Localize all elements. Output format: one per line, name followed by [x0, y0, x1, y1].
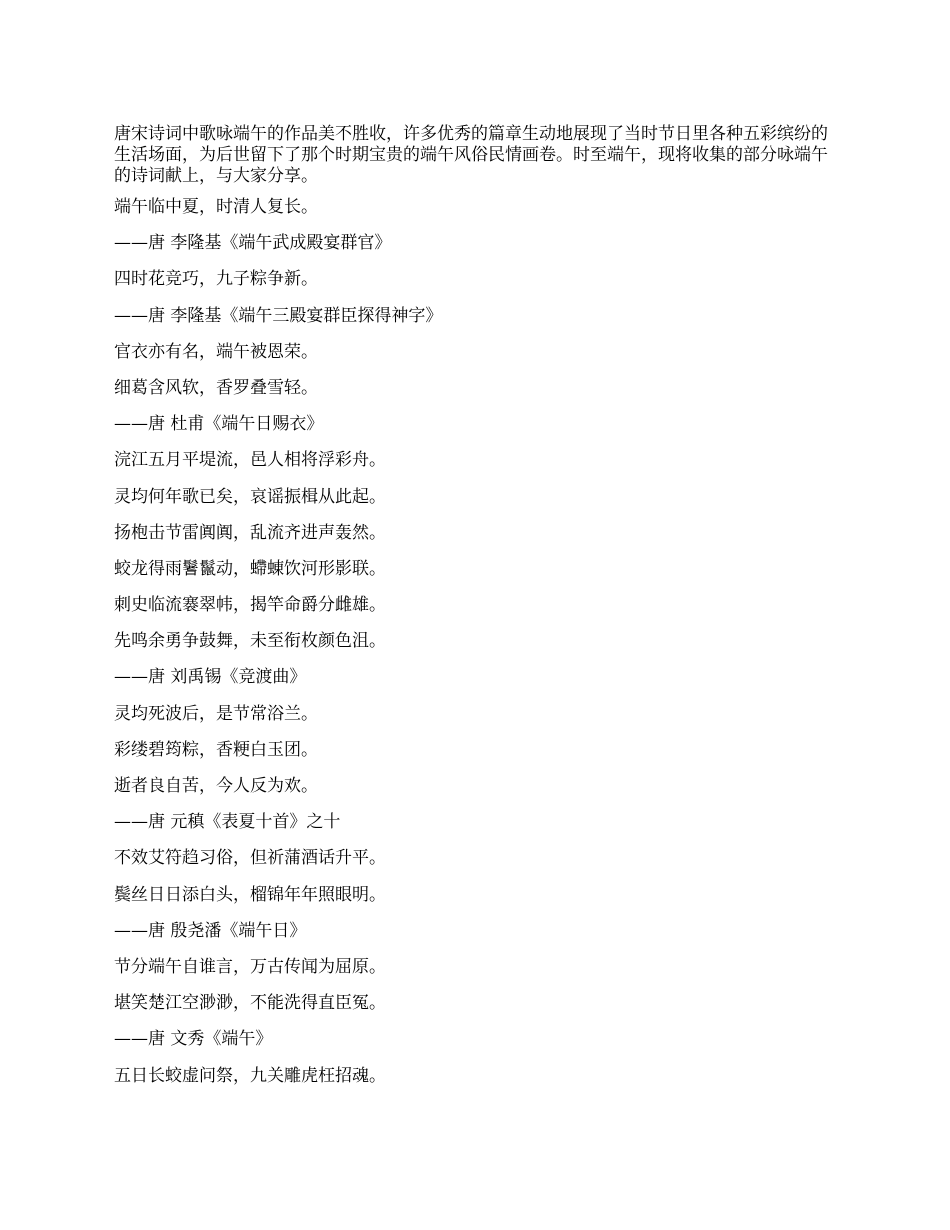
poem-attribution: ——唐 李隆基《端午武成殿宴群官》: [114, 233, 392, 254]
poem-line: 刺史临流褰翠帏，揭竿命爵分雌雄。: [114, 595, 386, 616]
intro-paragraph: 唐宋诗词中歌咏端午的作品美不胜收，许多优秀的篇章生动地展现了当时节日里各种五彩缤纷的生活场面，为后世留下了那个时期宝贵的端午风俗民情画卷。时至端午，现将收集的部分咏端午的诗词献上，与大家分享。: [114, 124, 828, 186]
poem-line: 堪笑楚江空渺渺，不能洗得直臣冤。: [114, 993, 386, 1014]
poem-line: 细葛含风软，香罗叠雪轻。: [114, 377, 318, 398]
poem-line: 灵均死波后，是节常浴兰。: [114, 703, 318, 724]
poem-line: 先鸣余勇争鼓舞，未至衔枚颜色沮。: [114, 631, 386, 652]
poem-attribution: ——唐 刘禹锡《竞渡曲》: [114, 667, 307, 688]
poem-lines: [114, 197, 840, 1087]
poem-line: 五日长蛟虚问祭，九关雕虎枉招魂。: [114, 1065, 386, 1086]
poem-line: 灵均何年歌已矣，哀谣振楫从此起。: [114, 486, 386, 507]
poem-line: 蛟龙得雨鬐鬣动，螮蝀饮河形影联。: [114, 558, 386, 579]
poem-line: 浣江五月平堤流，邑人相将浮彩舟。: [114, 450, 386, 471]
poem-line: 逝者良自苦，今人反为欢。: [114, 776, 318, 796]
document-body: [114, 124, 840, 1102]
poem-attribution: ——唐 元稹《表夏十首》之十: [114, 812, 341, 833]
poem-attribution: ——唐 文秀《端午》: [114, 1029, 273, 1050]
poem-line: 端午临中夏，时清人复长。: [114, 197, 318, 217]
poem-attribution: ——唐 杜甫《端午日赐衣》: [114, 414, 324, 435]
poem-line: 节分端午自谁言，万古传闻为屈原。: [114, 956, 386, 977]
poem-line: 鬓丝日日添白头，榴锦年年照眼明。: [114, 884, 386, 905]
poem-line: 不效艾符趋习俗，但祈蒲酒话升平。: [114, 848, 386, 869]
poem-line: 彩缕碧筠粽，香粳白玉团。: [114, 739, 318, 760]
poem-line: 扬枹击节雷阗阗，乱流齐进声轰然。: [114, 522, 386, 543]
poem-attribution: ——唐 李隆基《端午三殿宴群臣探得神字》: [114, 305, 443, 326]
poem-line: 四时花竞巧，九子粽争新。: [114, 269, 318, 290]
poem-line: 官衣亦有名，端午被恩荣。: [114, 341, 318, 362]
poem-attribution: ——唐 殷尧潘《端午日》: [114, 920, 307, 941]
